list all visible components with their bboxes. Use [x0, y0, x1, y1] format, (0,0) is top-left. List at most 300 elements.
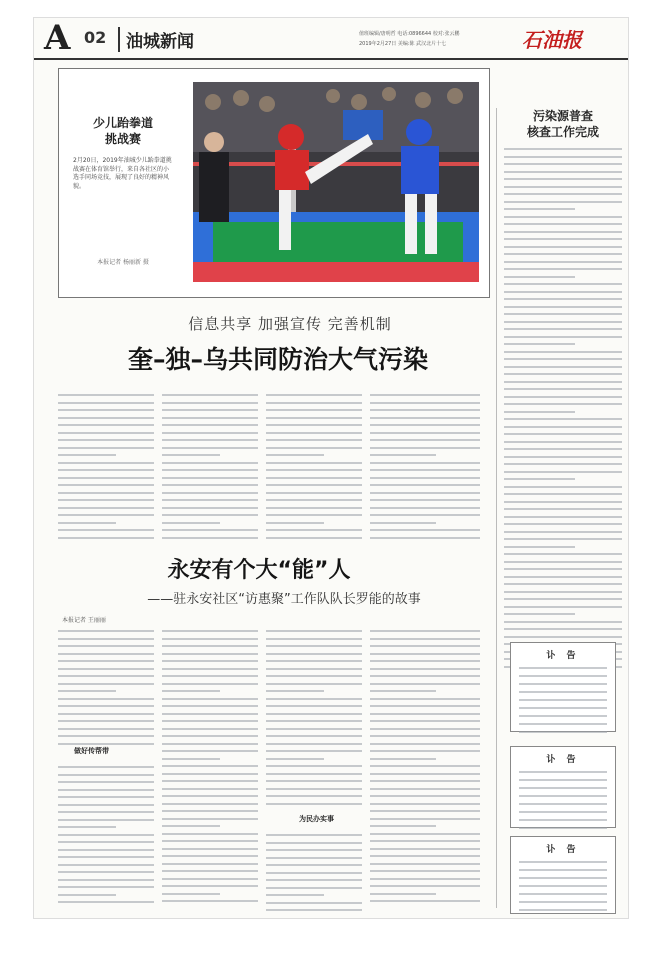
- body-text-line: [504, 201, 622, 203]
- body-text-line: [58, 402, 154, 404]
- body-text-line: [266, 477, 362, 479]
- notice-text-line: [519, 675, 607, 677]
- body-text-line: [370, 402, 480, 404]
- body-text-line: [266, 879, 362, 881]
- body-text-line: [58, 796, 154, 798]
- body-text-line: [58, 804, 154, 806]
- notice-text-line: [519, 699, 607, 701]
- body-text-line: [266, 492, 362, 494]
- body-text-line: [266, 834, 362, 836]
- photo-story-title: [73, 115, 173, 147]
- body-text-line: [504, 546, 575, 548]
- taekwondo-photo: [193, 82, 479, 282]
- body-text-line: [58, 894, 116, 896]
- notice-text-line: [519, 707, 607, 709]
- body-text-line: [370, 660, 480, 662]
- body-text-line: [504, 171, 622, 173]
- body-text-line: [370, 765, 480, 767]
- body-text-line: [504, 441, 622, 443]
- body-text-line: [162, 402, 258, 404]
- body-text-line: [162, 409, 258, 411]
- feature-story-subheadline: ——驻永安社区“访惠聚”工作队队长罗能的故事: [147, 592, 421, 607]
- notice-text-line: [519, 819, 607, 821]
- body-text-line: [504, 628, 622, 630]
- body-text-line: [370, 758, 436, 760]
- body-text-line: [370, 855, 480, 857]
- body-text-line: [162, 780, 258, 782]
- body-text-line: [162, 675, 258, 677]
- photo-story-title-line2: 挑战赛: [104, 132, 141, 146]
- masthead-meta-2: 2019年2月27日 美编:陈 武汉北片十七: [359, 41, 447, 47]
- body-text-line: [370, 885, 480, 887]
- body-text-line: [162, 484, 258, 486]
- feature-column-3b: [266, 826, 362, 917]
- body-text-line: [370, 750, 480, 752]
- body-text-line: [266, 638, 362, 640]
- body-text-line: [370, 492, 480, 494]
- body-text-line: [504, 448, 622, 450]
- body-text-line: [266, 705, 362, 707]
- obituary-notice-1: [510, 642, 616, 732]
- body-text-line: [370, 788, 480, 790]
- body-text-line: [504, 193, 622, 195]
- body-text-line: [58, 645, 154, 647]
- body-text-line: [58, 439, 154, 441]
- notice-title: 讣 告: [546, 651, 580, 661]
- body-text-line: [58, 507, 154, 509]
- body-text-line: [162, 893, 220, 895]
- body-text-line: [370, 454, 436, 456]
- body-text-line: [58, 675, 154, 677]
- body-text-line: [58, 856, 154, 858]
- body-text-line: [58, 705, 154, 707]
- body-text-line: [162, 735, 258, 737]
- body-text-line: [504, 576, 622, 578]
- body-text-line: [504, 321, 622, 323]
- notice-body: [511, 667, 615, 733]
- obituary-notice-2: [510, 746, 616, 828]
- body-text-line: [58, 811, 154, 813]
- notice-text-line: [519, 885, 607, 887]
- side-story-title: [504, 108, 622, 140]
- body-text-line: [58, 774, 154, 776]
- side-story-title-line2: 核查工作完成: [526, 125, 599, 139]
- body-text-line: [504, 276, 575, 278]
- feature-column-1: [58, 622, 154, 750]
- body-text-line: [162, 863, 258, 865]
- body-text-line: [370, 705, 480, 707]
- body-text-line: [266, 887, 362, 889]
- body-text-line: [162, 424, 258, 426]
- body-text-line: [266, 902, 362, 904]
- body-text-line: [162, 758, 220, 760]
- body-text-line: [58, 789, 154, 791]
- body-text-line: [162, 454, 220, 456]
- body-text-line: [162, 803, 258, 805]
- body-text-line: [370, 780, 480, 782]
- body-text-line: [58, 477, 154, 479]
- body-text-line: [162, 720, 258, 722]
- body-text-line: [370, 893, 436, 895]
- body-text-line: [266, 795, 362, 797]
- body-text-line: [162, 788, 258, 790]
- body-text-line: [58, 469, 154, 471]
- body-text-line: [504, 148, 622, 150]
- obituary-notice-3: [510, 836, 616, 914]
- body-text-line: [266, 484, 362, 486]
- body-text-line: [504, 568, 622, 570]
- body-text-line: [504, 501, 622, 503]
- body-text-line: [370, 870, 480, 872]
- body-text-line: [504, 396, 622, 398]
- body-text-line: [58, 713, 154, 715]
- notice-title: 讣 告: [546, 845, 580, 855]
- body-text-line: [58, 871, 154, 873]
- body-text-line: [162, 432, 258, 434]
- body-text-line: [266, 735, 362, 737]
- notice-text-line: [519, 683, 607, 685]
- body-text-line: [504, 231, 622, 233]
- body-text-line: [504, 561, 622, 563]
- body-text-line: [58, 743, 154, 745]
- body-text-line: [370, 469, 480, 471]
- body-text-line: [504, 433, 622, 435]
- body-text-line: [162, 462, 258, 464]
- body-text-line: [266, 439, 362, 441]
- body-text-line: [162, 690, 220, 692]
- body-text-line: [162, 870, 258, 872]
- body-text-line: [162, 439, 258, 441]
- body-text-line: [504, 456, 622, 458]
- body-text-line: [504, 388, 622, 390]
- body-text-line: [162, 630, 258, 632]
- body-text-line: [504, 246, 622, 248]
- body-text-line: [504, 381, 622, 383]
- notice-text-line: [519, 811, 607, 813]
- body-text-line: [370, 514, 480, 516]
- body-text-line: [504, 163, 622, 165]
- body-text-line: [266, 409, 362, 411]
- body-text-line: [58, 492, 154, 494]
- lead-story-column-3: [266, 386, 362, 544]
- body-text-line: [58, 499, 154, 501]
- body-text-line: [162, 529, 258, 531]
- body-text-line: [58, 841, 154, 843]
- notice-text-line: [519, 787, 607, 789]
- body-text-line: [266, 417, 362, 419]
- body-text-line: [162, 825, 220, 827]
- body-text-line: [504, 291, 622, 293]
- photo-story-title-line1: 少儿跆拳道: [92, 116, 153, 130]
- body-text-line: [58, 529, 154, 531]
- body-text-line: [162, 713, 258, 715]
- side-story-title-line1: 污染源普查: [532, 109, 593, 123]
- body-text-line: [504, 366, 622, 368]
- body-text-line: [162, 537, 258, 539]
- newspaper-logo: 石油报: [522, 28, 582, 52]
- feature-column-3: [266, 622, 362, 810]
- body-text-line: [58, 698, 154, 700]
- body-text-line: [266, 750, 362, 752]
- body-text-line: [58, 424, 154, 426]
- notice-text-line: [519, 901, 607, 903]
- notice-text-line: [519, 861, 607, 863]
- body-text-line: [370, 675, 480, 677]
- masthead: [34, 18, 628, 60]
- body-text-line: [266, 522, 324, 524]
- body-text-line: [504, 478, 575, 480]
- body-text-line: [370, 825, 436, 827]
- body-text-line: [162, 660, 258, 662]
- body-text-line: [162, 765, 258, 767]
- column-divider: [496, 108, 497, 908]
- body-text-line: [58, 447, 154, 449]
- body-text-line: [504, 553, 622, 555]
- body-text-line: [504, 328, 622, 330]
- body-text-line: [266, 773, 362, 775]
- body-text-line: [266, 394, 362, 396]
- body-text-line: [266, 765, 362, 767]
- body-text-line: [504, 621, 622, 623]
- body-text-line: [162, 795, 258, 797]
- body-text-line: [370, 698, 480, 700]
- body-text-line: [266, 713, 362, 715]
- body-text-line: [58, 683, 154, 685]
- body-text-line: [266, 454, 324, 456]
- body-text-line: [370, 653, 480, 655]
- body-text-line: [370, 462, 480, 464]
- body-text-line: [162, 477, 258, 479]
- body-text-line: [58, 690, 116, 692]
- body-text-line: [504, 351, 622, 353]
- body-text-line: [58, 834, 154, 836]
- body-text-line: [58, 638, 154, 640]
- lead-story-headline: 奎–独–乌共同防治大气污染: [127, 345, 428, 374]
- body-text-line: [58, 522, 116, 524]
- body-text-line: [370, 507, 480, 509]
- notice-text-line: [519, 893, 607, 895]
- body-text-line: [266, 447, 362, 449]
- body-text-line: [162, 810, 258, 812]
- body-text-line: [266, 849, 362, 851]
- body-text-line: [162, 645, 258, 647]
- body-text-line: [58, 819, 154, 821]
- photo-credit: 本报记者 杨丽新 摄: [97, 259, 149, 266]
- notice-title: 讣 告: [546, 755, 580, 765]
- body-text-line: [370, 683, 480, 685]
- body-text-line: [266, 402, 362, 404]
- body-text-line: [504, 418, 622, 420]
- body-text-line: [370, 900, 480, 902]
- body-text-line: [266, 469, 362, 471]
- body-text-line: [266, 690, 324, 692]
- body-text-line: [504, 591, 622, 593]
- body-text-line: [504, 583, 622, 585]
- notice-text-line: [519, 877, 607, 879]
- body-text-line: [370, 863, 480, 865]
- body-text-line: [504, 336, 622, 338]
- masthead-meta-1: 值班编辑/唐明哲 电话:0896644 校对:张云鹏: [359, 31, 460, 37]
- body-text-line: [58, 728, 154, 730]
- body-text-line: [504, 156, 622, 158]
- notice-text-line: [519, 771, 607, 773]
- body-text-line: [58, 886, 154, 888]
- body-text-line: [266, 499, 362, 501]
- section-letter: A: [44, 18, 71, 58]
- body-text-line: [58, 720, 154, 722]
- body-text-line: [162, 855, 258, 857]
- photo-caption: 2月20日，2019年油城少儿跆拳道挑战赛在体育馆举行，来自各社区的小选手同场竞技，展现了良好的精神风貌。: [73, 157, 172, 190]
- lead-story-column-2: [162, 386, 258, 544]
- body-text-line: [504, 471, 622, 473]
- body-text-line: [504, 538, 622, 540]
- body-text-line: [58, 484, 154, 486]
- body-text-line: [370, 713, 480, 715]
- body-text-line: [266, 909, 362, 911]
- lead-story-column-1: [58, 386, 154, 544]
- body-text-line: [58, 394, 154, 396]
- body-text-line: [266, 668, 362, 670]
- body-text-line: [162, 878, 258, 880]
- body-text-line: [58, 660, 154, 662]
- body-text-line: [266, 630, 362, 632]
- body-text-line: [266, 653, 362, 655]
- body-text-line: [504, 516, 622, 518]
- photo-story-box: [58, 68, 490, 298]
- body-text-line: [504, 426, 622, 428]
- body-text-line: [504, 253, 622, 255]
- body-text-line: [370, 795, 480, 797]
- body-text-line: [504, 313, 622, 315]
- page-number: 02: [84, 28, 107, 47]
- body-text-line: [504, 306, 622, 308]
- body-text-line: [58, 462, 154, 464]
- body-text-line: [162, 818, 258, 820]
- body-text-line: [370, 833, 480, 835]
- body-text-line: [266, 857, 362, 859]
- body-text-line: [370, 720, 480, 722]
- body-text-line: [266, 780, 362, 782]
- body-text-line: [504, 493, 622, 495]
- body-text-line: [162, 848, 258, 850]
- body-text-line: [58, 514, 154, 516]
- body-text-line: [58, 735, 154, 737]
- body-text-line: [58, 537, 154, 539]
- body-text-line: [504, 636, 622, 638]
- body-text-line: [504, 343, 575, 345]
- body-text-line: [58, 630, 154, 632]
- body-text-line: [162, 668, 258, 670]
- body-text-line: [58, 409, 154, 411]
- body-text-line: [162, 469, 258, 471]
- body-text-line: [162, 394, 258, 396]
- body-text-line: [504, 178, 622, 180]
- notice-body: [511, 861, 615, 911]
- body-text-line: [266, 894, 324, 896]
- body-text-line: [370, 848, 480, 850]
- body-text-line: [504, 403, 622, 405]
- body-text-line: [266, 698, 362, 700]
- body-text-line: [162, 683, 258, 685]
- body-text-line: [58, 653, 154, 655]
- body-text-line: [266, 514, 362, 516]
- body-text-line: [504, 268, 622, 270]
- body-text-line: [266, 758, 324, 760]
- notice-text-line: [519, 691, 607, 693]
- body-text-line: [370, 803, 480, 805]
- body-text-line: [266, 660, 362, 662]
- body-text-line: [266, 529, 362, 531]
- body-text-line: [266, 462, 362, 464]
- lead-story-kicker: 信息共享 加强宣传 完善机制: [188, 315, 392, 333]
- body-text-line: [266, 507, 362, 509]
- section-name: 油城新闻: [118, 27, 194, 52]
- notice-text-line: [519, 795, 607, 797]
- body-text-line: [504, 298, 622, 300]
- body-text-line: [504, 613, 575, 615]
- body-text-line: [58, 668, 154, 670]
- body-text-line: [370, 878, 480, 880]
- feature-story-byline: 本报记者 王丽丽: [62, 617, 106, 624]
- body-text-line: [504, 216, 622, 218]
- body-text-line: [370, 499, 480, 501]
- body-text-line: [370, 537, 480, 539]
- body-text-line: [162, 705, 258, 707]
- newspaper-page: [34, 18, 628, 918]
- body-text-line: [162, 492, 258, 494]
- body-text-line: [370, 645, 480, 647]
- body-text-line: [162, 417, 258, 419]
- body-text-line: [162, 507, 258, 509]
- body-text-line: [504, 261, 622, 263]
- body-text-line: [162, 653, 258, 655]
- body-text-line: [266, 675, 362, 677]
- notice-text-line: [519, 731, 607, 733]
- body-text-line: [266, 432, 362, 434]
- body-text-line: [370, 735, 480, 737]
- body-text-line: [370, 439, 480, 441]
- body-text-line: [504, 186, 622, 188]
- body-text-line: [370, 447, 480, 449]
- body-text-line: [504, 523, 622, 525]
- body-text-line: [266, 645, 362, 647]
- body-text-line: [266, 683, 362, 685]
- body-text-line: [370, 477, 480, 479]
- side-story-body: [504, 148, 622, 668]
- body-text-line: [58, 864, 154, 866]
- notice-text-line: [519, 803, 607, 805]
- body-text-line: [504, 223, 622, 225]
- body-text-line: [58, 766, 154, 768]
- body-text-line: [162, 773, 258, 775]
- body-text-line: [370, 638, 480, 640]
- body-text-line: [370, 668, 480, 670]
- notice-body: [511, 771, 615, 829]
- notice-text-line: [519, 667, 607, 669]
- body-text-line: [370, 690, 436, 692]
- body-text-line: [266, 788, 362, 790]
- body-text-line: [370, 432, 480, 434]
- body-text-line: [370, 773, 480, 775]
- body-text-line: [58, 901, 154, 903]
- feature-column-1b: [58, 758, 154, 909]
- body-text-line: [266, 864, 362, 866]
- body-text-line: [504, 238, 622, 240]
- body-text-line: [162, 743, 258, 745]
- body-text-line: [266, 743, 362, 745]
- body-text-line: [504, 606, 622, 608]
- body-text-line: [58, 879, 154, 881]
